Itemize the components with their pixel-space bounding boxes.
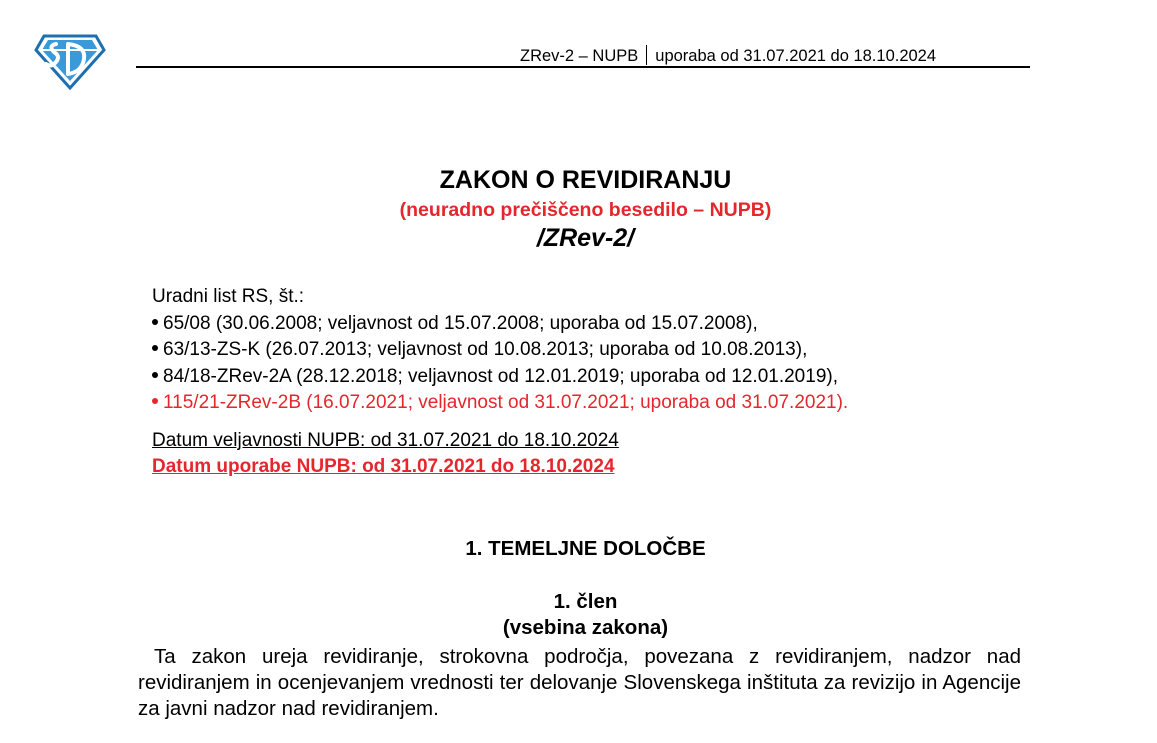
- gazette-item-text: 115/21-ZRev-2B (16.07.2021; veljavnost od 31.07.2021; uporaba od 31.07.2021).: [163, 392, 849, 413]
- header-rule: [136, 66, 1030, 68]
- chapter-heading: 1. TEMELJNE DOLOČBE: [465, 537, 706, 560]
- gazette-heading: Uradni list RS, št.:: [152, 286, 305, 307]
- gazette-item: [152, 337, 848, 364]
- gazette-item-latest: [152, 390, 848, 417]
- bullet-icon: [152, 398, 158, 404]
- article-paragraph: Ta zakon ureja revidiranje, strokovna področja, povezana z revidiranjem, nadzor nad revidiranjem in ocenjevanjem vrednosti ter delovanje Slovenskega inštituta za revizijo in Agencije za javni nadzor nad revidiranjem.: [138, 645, 1021, 720]
- official-gazette-list: [152, 284, 848, 417]
- sd-shield-logo-icon: [34, 30, 106, 92]
- bullet-icon: [152, 319, 158, 325]
- gazette-item: [152, 311, 848, 338]
- gazette-item-text: 63/13-ZS-K (26.07.2013; veljavnost od 10.08.2013; uporaba od 10.08.2013),: [163, 339, 808, 360]
- document-short-name: /ZRev-2/: [536, 224, 635, 252]
- document-title: ZAKON O REVIDIRANJU: [439, 166, 732, 194]
- running-header: [520, 45, 936, 66]
- document-subtitle: (neuradno prečiščeno besedilo – NUPB): [399, 199, 772, 221]
- gazette-item: [152, 364, 848, 391]
- bullet-icon: [152, 345, 158, 351]
- header-law-code: ZRev-2 – NUPB: [520, 47, 639, 65]
- header-usage-period: uporaba od 31.07.2021 do 18.10.2024: [655, 47, 937, 65]
- gazette-item-text: 65/08 (30.06.2008; veljavnost od 15.07.2008; uporaba od 15.07.2008),: [163, 312, 758, 334]
- bullet-icon: [152, 372, 158, 378]
- gazette-item-text: 84/18-ZRev-2A (28.12.2018; veljavnost od 12.01.2019; uporaba od 12.01.2019),: [163, 365, 838, 387]
- validity-date: Datum veljavnosti NUPB: od 31.07.2021 do 18.10.2024: [152, 430, 619, 451]
- article-title: (vsebina zakona): [502, 616, 669, 639]
- article-number: 1. člen: [553, 590, 618, 613]
- header-separator: [646, 45, 647, 65]
- usage-date: Datum uporabe NUPB: od 31.07.2021 do 18.10.2024: [152, 456, 615, 477]
